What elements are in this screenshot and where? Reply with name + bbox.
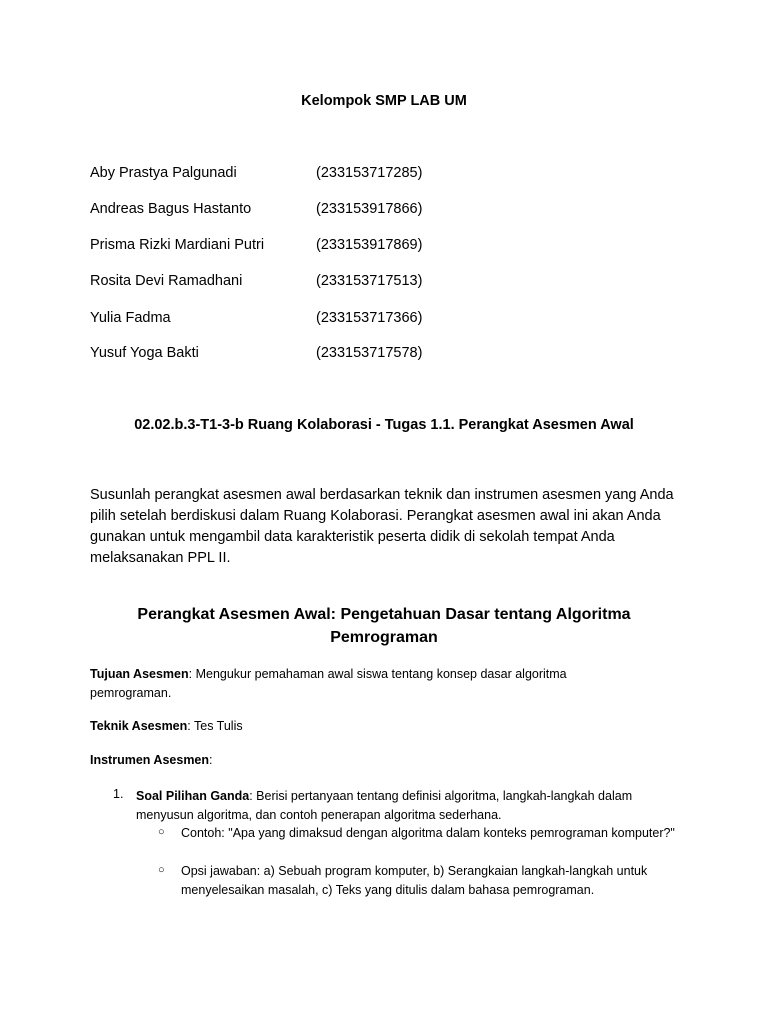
member-id: (233153717578) [316, 345, 423, 361]
member-name: Yusuf Yoga Bakti [90, 345, 199, 361]
goal-label: Tujuan Asesmen [90, 667, 189, 681]
item-text: : Berisi pertanyaan tentang definisi algoritma, langkah-langkah dalam menyusun algoritma, dan contoh penerapan algoritma sederhana. [136, 789, 633, 822]
task-instruction: Susunlah perangkat asesmen awal berdasarkan teknik dan instrumen asesmen yang Anda pilih setelah berdiskusi dalam Ruang Kolaborasi. Perangkat asesmen awal ini akan Anda gunakan untuk mengambil data karakteristik peserta didik di sekolah tempat Anda melaksanakan PPL II. [90, 487, 674, 566]
member-id: (233153917869) [316, 237, 423, 253]
technique-text: : Tes Tulis [187, 719, 243, 733]
member-name: Andreas Bagus Hastanto [90, 201, 252, 217]
instrument-label: Instrumen Asesmen [90, 753, 210, 767]
item-label: Soal Pilihan Ganda [136, 789, 250, 803]
bullet-circle-icon: ○ [158, 826, 165, 838]
assessment-goal [90, 665, 650, 702]
member-id: (233153717366) [316, 310, 423, 326]
task-title: 02.02.b.3-T1-3-b Ruang Kolaborasi - Tugas 1.1. Perangkat Asesmen Awal [134, 417, 634, 433]
member-id: (233153717513) [316, 273, 423, 289]
group-title: Kelompok SMP LAB UM [301, 93, 467, 109]
assessment-title: Perangkat Asesmen Awal: Pengetahuan Dasar tentang Algoritma Pemrograman [137, 606, 631, 646]
member-name: Aby Prastya Palgunadi [90, 165, 237, 181]
member-name: Prisma Rizki Mardiani Putri [90, 237, 265, 253]
list-item [136, 787, 656, 824]
member-id: (233153717285) [316, 165, 423, 181]
member-id: (233153917866) [316, 201, 423, 217]
assessment-instrument [90, 751, 650, 770]
assessment-technique [90, 717, 650, 736]
sub-list-item: Contoh: "Apa yang dimaksud dengan algoritma dalam konteks pemrograman komputer?" [181, 826, 675, 840]
bullet-circle-icon: ○ [158, 864, 165, 876]
sub-list-item: Opsi jawaban: a) Sebuah program komputer, b) Serangkaian langkah-langkah untuk menyelesaikan masalah, c) Teks yang ditulis dalam bahasa pemrograman. [181, 864, 648, 897]
technique-label: Teknik Asesmen [90, 719, 188, 733]
instrument-text: : [209, 753, 213, 767]
member-name: Rosita Devi Ramadhani [90, 273, 243, 289]
list-number: 1. [113, 787, 124, 801]
member-name: Yulia Fadma [90, 310, 171, 326]
goal-text: : Mengukur pemahaman awal siswa tentang konsep dasar algoritma pemrograman. [90, 667, 567, 700]
